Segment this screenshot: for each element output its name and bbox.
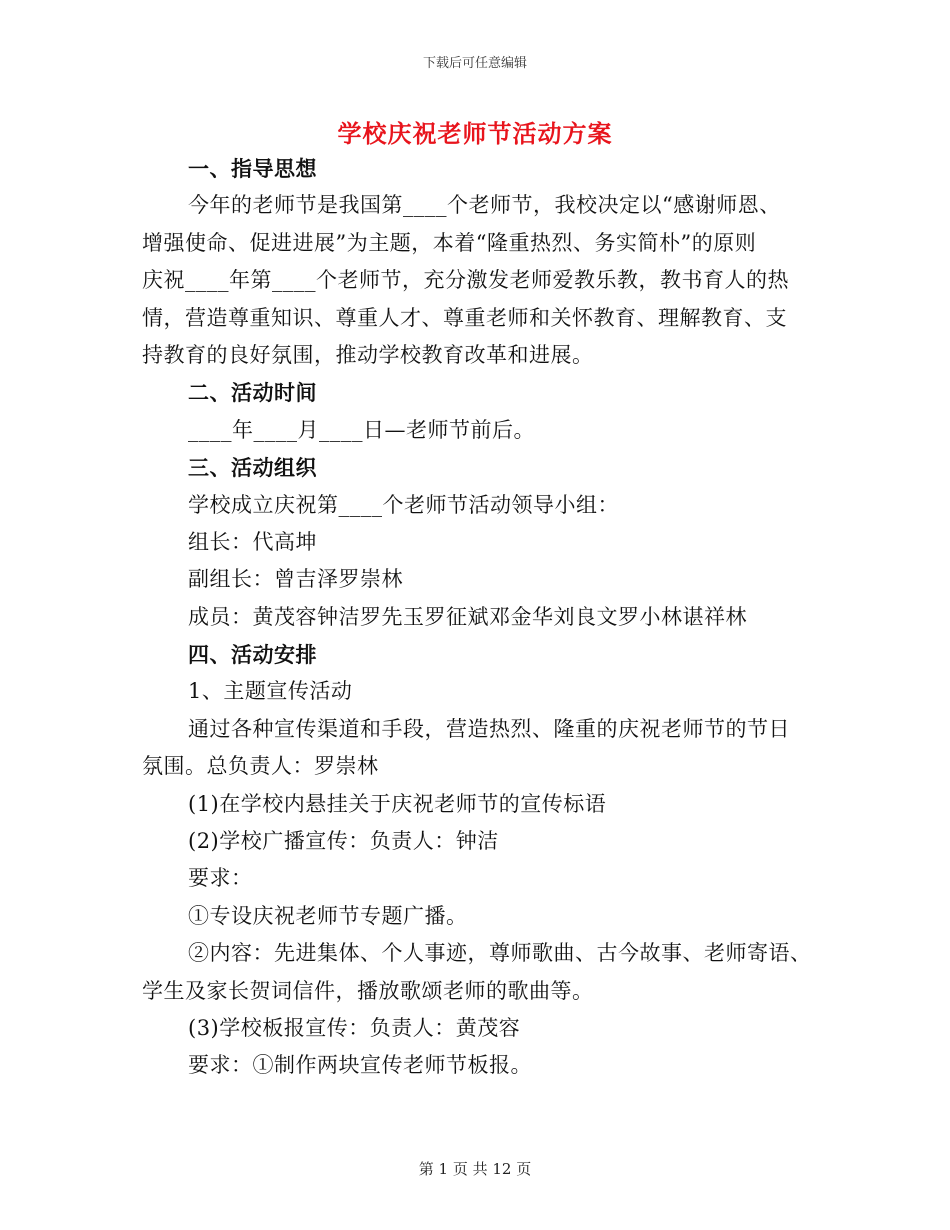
paragraph-line: 庆祝____年第____个老师节，充分激发老师爱教乐教，教书育人的热 [142, 268, 789, 293]
paragraph-line: 要求： [188, 866, 253, 891]
paragraph-line: 学校成立庆祝第____个老师节活动领导小组： [188, 492, 619, 517]
paragraph-line: 持教育的良好氛围，推动学校教育改革和进展。 [142, 342, 594, 367]
document-title: 学校庆祝老师节活动方案 [337, 119, 613, 148]
paragraph-line: 情，营造尊重知识、尊重人才、尊重老师和关怀教育、理解教育、支 [142, 305, 787, 330]
paragraph-line: 学生及家长贺词信件，播放歌颂老师的歌曲等。 [142, 978, 594, 1003]
page-number: 第 1 页 共 12 页 [418, 1160, 532, 1178]
paragraph-line: 成员：黄茂容钟洁罗先玉罗征斌邓金华刘良文罗小林谌祥林 [188, 604, 747, 629]
paragraph-line: 增强使命、促进进展”为主题，本着“隆重热烈、务实简朴”的原则 [142, 230, 757, 255]
section-heading: 四、活动安排 [188, 642, 317, 668]
paragraph-line: 1、主题宣传活动 [188, 679, 353, 704]
document-body [142, 150, 822, 1085]
paragraph-line: ②内容：先进集体、个人事迹，尊师歌曲、古今故事、老师寄语、 [188, 941, 812, 966]
paragraph-line: (3)学校板报宣传：负责人：黄茂容 [188, 1015, 521, 1040]
header-note: 下载后可任意编辑 [422, 56, 527, 71]
paragraph-line: 氛围。总负责人：罗崇林 [142, 754, 379, 779]
paragraph-line: 组长：代高坤 [188, 529, 317, 554]
paragraph-line: 副组长：曾吉泽罗崇林 [188, 567, 403, 592]
section-heading: 三、活动组织 [188, 455, 317, 481]
paragraph-line: ____年____月____日—老师节前后。 [188, 417, 535, 442]
section-heading: 二、活动时间 [188, 380, 317, 406]
paragraph-line: (1)在学校内悬挂关于庆祝老师节的宣传标语 [188, 791, 607, 816]
paragraph-line: 今年的老师节是我国第____个老师节，我校决定以“感谢师恩、 [188, 193, 781, 218]
paragraph-line: ①专设庆祝老师节专题广播。 [188, 903, 468, 928]
paragraph-line: 通过各种宣传渠道和手段，营造热烈、隆重的庆祝老师节的节日 [188, 716, 790, 741]
paragraph-line: 要求：①制作两块宣传老师节板报。 [188, 1053, 532, 1078]
section-heading: 一、指导思想 [188, 156, 317, 181]
paragraph-line: (2)学校广播宣传：负责人：钟洁 [188, 829, 499, 854]
